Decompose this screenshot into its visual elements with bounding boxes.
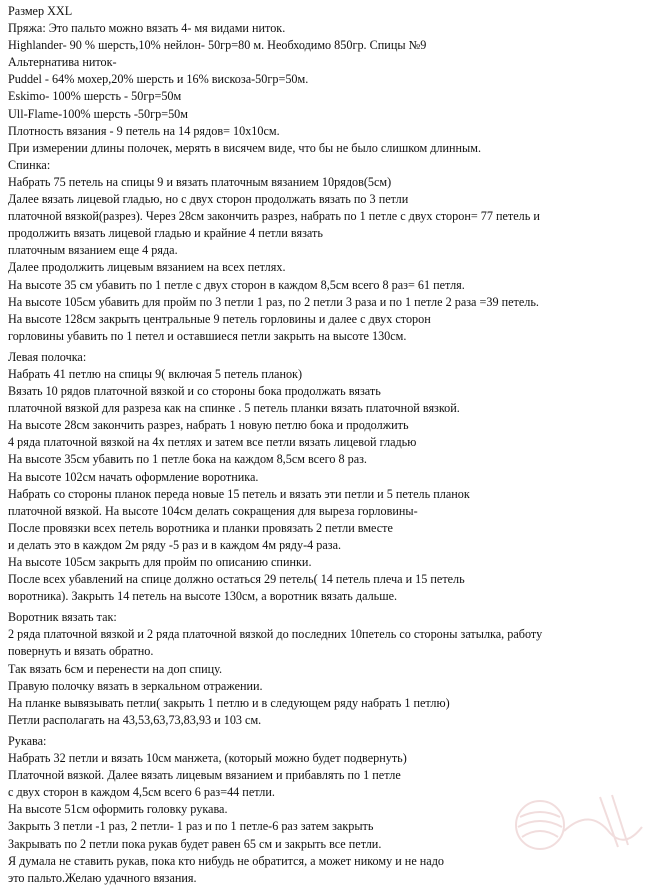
text-line: платочной вязкой. На высоте 104см делать сокращения для выреза горловины-	[8, 503, 418, 518]
text-line: Highlander- 90 % шерсть,10% нейлон- 50гр=80 м. Необходимо 850гр. Спицы №9	[8, 38, 427, 53]
text-line: Eskimo- 100% шерсть - 50гр=50м	[8, 89, 182, 104]
text-line: На высоте 35см убавить по 1 петле бока на каждом 8,5см всего 8 раз.	[8, 452, 367, 467]
text-line: Размер XXL	[8, 4, 73, 18]
text-line: 2 ряда платочной вязкой и 2 ряда платочной вязкой до последних 10петель со стороны затылка, работу	[8, 627, 543, 642]
text-line: При измерении длины полочек, мерять в висячем виде, что бы не было слишком длинным.	[8, 140, 482, 155]
text-line: воротника). Закрыть 14 петель на высоте 130см, а воротник вязать дальше.	[8, 589, 398, 604]
text-line: Платочной вязкой. Далее вязать лицевым вязанием и прибавлять по 1 петле	[8, 768, 401, 783]
text-line: платочным вязанием еще 4 ряда.	[8, 243, 178, 258]
text-line: Puddel - 64% мохер,20% шерсть и 16% вискоза-50гр=50м.	[8, 72, 309, 87]
text-line: Далее продолжить лицевым вязанием на всех петлях.	[8, 260, 286, 275]
text-line: Петли располагать на 43,53,63,73,83,93 и 103 см.	[8, 712, 262, 727]
text-line: Альтернатива ниток-	[8, 55, 117, 70]
text-line: Воротник вязать так:	[8, 610, 117, 625]
text-line: продолжить вязать лицевой гладью и крайние 4 петли вязать	[8, 226, 323, 241]
text-line: это пальто.Желаю удачного вязания.	[8, 870, 197, 885]
yarn-watermark-icon	[500, 787, 650, 857]
text-line: На высоте 128см закрыть центральные 9 петель горловины и далее с двух сторон	[8, 311, 431, 326]
text-line: 4 ряда платочной вязкой на 4х петлях и затем все петли вязать лицевой гладью	[8, 435, 417, 450]
text-line: На высоте 28см закончить разрез, набрать 1 новую петлю бока и продолжить	[8, 418, 409, 433]
text-line: Закрывать по 2 петли пока рукав будет равен 65 см и закрыть все петли.	[8, 836, 382, 851]
text-line: Набрать со стороны планок переда новые 15 петель и вязать эти петли и 5 петель планок	[8, 486, 470, 501]
text-line: Ull-Flame-100% шерсть -50гр=50м	[8, 106, 188, 121]
knitting-pattern-document	[8, 3, 656, 887]
text-line: Рукава:	[8, 733, 47, 748]
text-line: платочной вязкой для разреза как на спинке . 5 петель планки вязать платочной вязкой.	[8, 401, 460, 416]
text-line: Я думала не ставить рукав, пока кто нибудь не обратится, а может никому и не надо	[8, 853, 445, 868]
text-line: На высоте 105см убавить для пройм по 3 петли 1 раз, по 2 петли 3 раза и по 1 петле 2 раза =39 петель.	[8, 294, 539, 309]
text-line: Набрать 41 петлю на спицы 9( включая 5 петель планок)	[8, 366, 303, 381]
text-line: На планке вывязывать петли( закрыть 1 петлю и в следующем ряду набрать 1 петлю)	[8, 695, 450, 710]
text-line: и делать это в каждом 2м ряду -5 раз и в каждом 4м ряду-4 раза.	[8, 537, 342, 552]
text-line: с двух сторон в каждом 4,5см всего 6 раз=44 петли.	[8, 785, 275, 800]
text-line: Набрать 75 петель на спицы 9 и вязать платочным вязанием 10рядов(5см)	[8, 174, 392, 189]
text-line: Закрыть 3 петли -1 раз, 2 петли- 1 раз и по 1 петле-6 раз затем закрыть	[8, 819, 374, 834]
text-line: повернуть и вязать обратно.	[8, 644, 154, 659]
text-line: После всех убавлений на спице должно остаться 29 петель( 14 петель плеча и 15 петель	[8, 572, 465, 587]
text-line: Плотность вязания - 9 петель на 14 рядов= 10х10см.	[8, 123, 280, 138]
text-line: Далее вязать лицевой гладью, но с двух сторон продолжать вязать по 3 петли	[8, 192, 409, 207]
text-line: Пряжа: Это пальто можно вязать 4- мя видами ниток.	[8, 21, 286, 36]
text-line: Правую полочку вязать в зеркальном отражении.	[8, 678, 263, 693]
text-line: На высоте 105см закрыть для пройм по описанию спинки.	[8, 555, 312, 569]
text-line: Спинка:	[8, 157, 51, 172]
text-line: Так вязать 6см и перенести на доп спицу.	[8, 661, 223, 676]
text-line: платочной вязкой(разрез). Через 28см закончить разрез, набрать по 1 петле с двух сторон= 77 петель и	[8, 209, 540, 224]
text-line: После провязки всех петель воротника и планки провязать 2 петли вместе	[8, 520, 393, 535]
text-line: Вязать 10 рядов платочной вязкой и со стороны бока продолжать вязать	[8, 384, 381, 399]
text-line: На высоте 51см оформить головку рукава.	[8, 802, 228, 817]
text-line: Левая полочка:	[8, 349, 87, 364]
text-line: На высоте 35 см убавить по 1 петле с двух сторон в каждом 8,5см всего 8 раз= 61 петля.	[8, 277, 465, 292]
text-line: Набрать 32 петли и вязать 10см манжета, (который можно будет подвернуть)	[8, 751, 407, 766]
text-line: горловины убавить по 1 петел и оставшиеся петли закрыть на высоте 130см.	[8, 328, 407, 343]
text-line: На высоте 102см начать оформление воротника.	[8, 469, 259, 484]
